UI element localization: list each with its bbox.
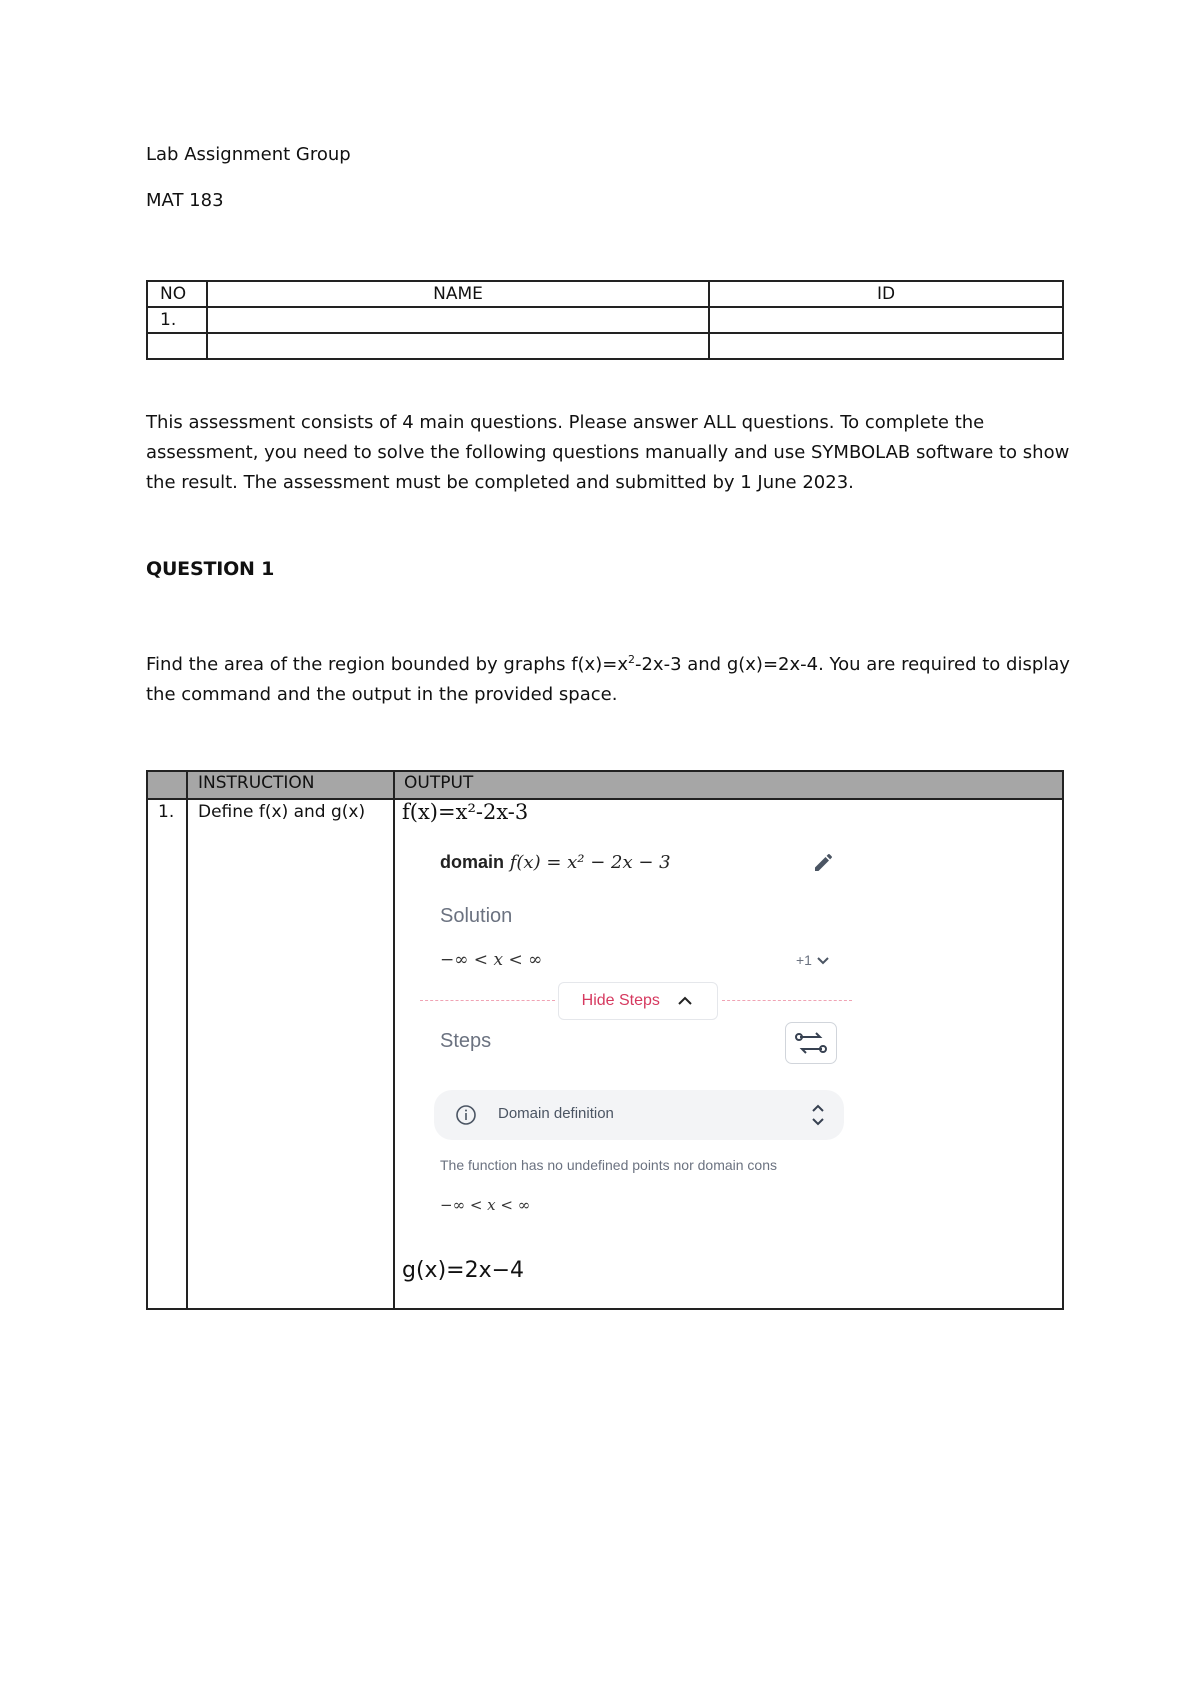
f-definition: f(x)=x²-2x-3: [402, 800, 529, 824]
header-output: OUTPUT: [404, 773, 474, 793]
hide-steps-button[interactable]: [558, 982, 718, 1020]
chevron-down-icon: [816, 956, 830, 966]
more-solutions-toggle[interactable]: [796, 952, 830, 968]
student-table: [146, 280, 1064, 360]
divider-right: [722, 1000, 852, 1001]
question-text-part1: Find the area of the region bounded by graphs f(x)=x: [146, 654, 628, 675]
instruction-text: Define f(x) and g(x): [198, 802, 366, 822]
solution-answer: −∞ < x < ∞: [440, 950, 543, 970]
swap-icon: [786, 1023, 836, 1063]
question-text: [146, 650, 1076, 710]
row-no: 1.: [147, 307, 207, 333]
course-code: MAT 183: [146, 190, 224, 211]
header-no: NO: [147, 281, 207, 307]
more-count: +1: [796, 952, 812, 968]
row-name: [207, 333, 709, 359]
question-heading: QUESTION 1: [146, 558, 275, 580]
row-id: [709, 307, 1063, 333]
row-no: [147, 333, 207, 359]
query-keyword: domain: [440, 852, 505, 872]
step-item[interactable]: [434, 1090, 844, 1140]
header-instruction: INSTRUCTION: [198, 773, 315, 793]
table-header-row: [147, 281, 1063, 307]
chevron-up-icon: [676, 995, 694, 1007]
question-exponent: 2: [627, 653, 635, 666]
step-note: The function has no undefined points nor domain cons: [440, 1157, 778, 1173]
g-definition: g(x)=2x−4: [402, 1258, 525, 1283]
symbolab-query: [440, 852, 671, 873]
answer-row-no: 1.: [158, 802, 175, 822]
steps-label: Steps: [440, 1030, 492, 1052]
hide-steps-label: Hide Steps: [581, 992, 660, 1009]
query-expression: f(x) = x² − 2x − 3: [509, 852, 671, 873]
column-divider: [393, 770, 395, 1310]
info-icon: [455, 1104, 477, 1130]
steps-toggle-button[interactable]: [785, 1022, 837, 1064]
header-name: NAME: [207, 281, 709, 307]
table-row: [147, 307, 1063, 333]
row-name: [207, 307, 709, 333]
row-id: [709, 333, 1063, 359]
question-text-part2: -2x-3 and g(x)=2x-4. You are required to display the command and the output in the provided space.: [146, 654, 1070, 705]
step-answer: −∞ < x < ∞: [440, 1196, 531, 1214]
divider-left: [420, 1000, 555, 1001]
pencil-icon[interactable]: [812, 850, 836, 878]
expand-collapse-icon[interactable]: [810, 1100, 826, 1134]
step-title: Domain definition: [498, 1105, 614, 1122]
header-id: ID: [709, 281, 1063, 307]
instructions-paragraph: This assessment consists of 4 main questions. Please answer ALL questions. To complete the assessment, you need to solve the following questions manually and use SYMBOLAB software to show the result. The assessment must be completed and submitted by 1 June 2023.: [146, 412, 1070, 493]
solution-label: Solution: [440, 905, 513, 927]
document-title: Lab Assignment Group: [146, 144, 351, 165]
table-row: [147, 333, 1063, 359]
column-divider: [186, 770, 188, 1310]
